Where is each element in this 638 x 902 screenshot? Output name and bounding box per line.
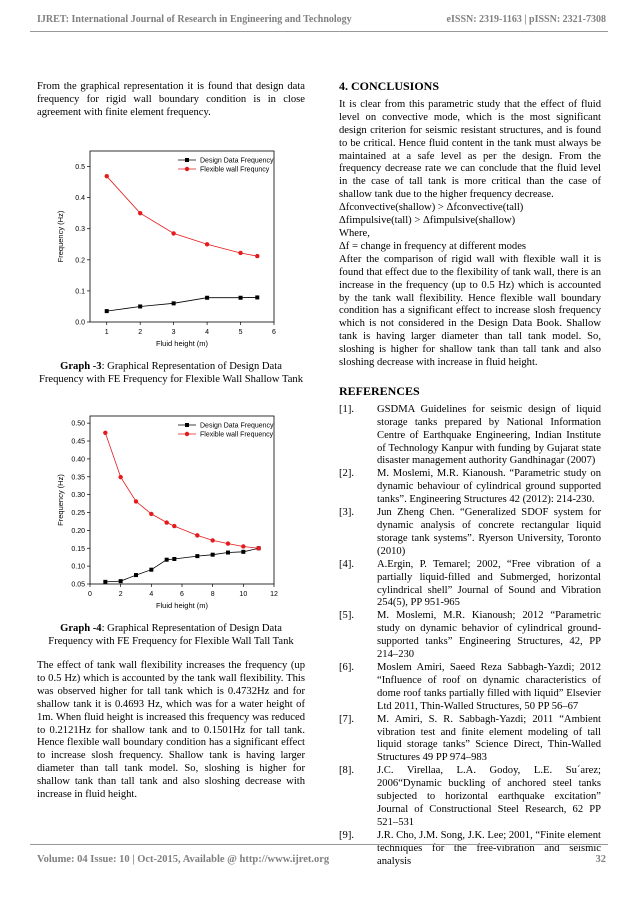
graph-4-caption-text: : Graphical Representation of Design Data Frequency with FE Frequency for Flexible Wall Tall Tank xyxy=(48,623,294,647)
header-rule xyxy=(30,31,608,32)
reference-item xyxy=(339,468,601,507)
reference-number: [7]. xyxy=(339,713,355,725)
x-tick-label: 8 xyxy=(210,591,215,598)
data-point-square xyxy=(119,579,123,583)
y-axis-label: Frequency (Hz) xyxy=(56,474,65,526)
y-tick-label: 0.10 xyxy=(71,563,85,571)
data-point-circle xyxy=(256,546,260,550)
legend-label: Design Data Frequency xyxy=(200,157,274,165)
y-tick-label: 0.35 xyxy=(71,474,85,482)
data-point-square xyxy=(103,580,107,584)
data-point-circle xyxy=(149,512,153,516)
equation-convective: Δfconvective(shallow) > Δfconvective(tall) xyxy=(339,202,524,214)
x-tick-label: 6 xyxy=(180,591,184,598)
reference-text: M. Moslemi, M.R. Kianoush. “Parametric study on dynamic behaviour of cylindrical ground supported tanks”. Engineering Structures 42 (2012): 214-230. xyxy=(377,468,601,506)
body-paragraph: The effect of tank wall flexibility increases the frequency (up to 0.5 Hz) which is accounted by the tank wall flexibility. This was observed higher for tall tank which is 0.4732Hz and for shallow tank it is 0.4693 Hz, which was for a water height of 1m. When fluid height is increased this frequency was reduced to 0.2121Hz for shallow tank and to 0.1501Hz for tall tank. Hence flexible wall boundary condition has a significant effect to increase slosh frequency. Shallow tank is having larger diameter than tall tank model. So, sloshing is higher for shallow tank than tall tank and also sloshing decrease with increase in fluid height. xyxy=(37,660,305,801)
data-point-square xyxy=(134,573,138,577)
graph-4-caption-label: Graph -4 xyxy=(60,623,102,634)
x-axis-label: Fluid height (m) xyxy=(155,339,209,348)
data-point-square xyxy=(195,554,199,558)
data-point-circle xyxy=(238,251,242,255)
data-point-square xyxy=(211,553,215,557)
reference-item xyxy=(339,507,601,559)
data-point-circle xyxy=(134,499,138,503)
legend-label: Flexible wall Frequency xyxy=(200,431,274,439)
x-tick-label: 0 xyxy=(88,591,92,598)
footer-volume: Volume: 04 Issue: 10 | Oct-2015, Available @ http://www.ijret.org xyxy=(37,854,330,865)
equation-definition: Δf = change in frequency at different modes xyxy=(339,240,527,252)
data-point-circle xyxy=(241,544,245,548)
data-point-circle xyxy=(118,475,122,479)
legend-marker xyxy=(185,167,189,171)
reference-number: [6]. xyxy=(339,661,355,673)
graph-3-caption-text: : Graphical Representation of Design Data Frequency with FE Frequency for Flexible Wall Shallow Tank xyxy=(39,361,303,385)
legend-marker xyxy=(185,158,189,162)
journal-title: IJRET: International Journal of Research in Engineering and Technology xyxy=(37,14,352,25)
y-tick-label: 0.40 xyxy=(71,456,85,464)
data-point-circle xyxy=(195,533,199,537)
reference-number: [9]. xyxy=(339,829,355,841)
series-line xyxy=(105,548,258,582)
x-tick-label: 2 xyxy=(138,329,143,336)
graph-4-chart xyxy=(52,410,284,615)
reference-item xyxy=(339,765,601,830)
x-tick-label: 4 xyxy=(149,591,154,598)
left-column xyxy=(37,81,305,120)
x-tick-label: 12 xyxy=(270,591,278,598)
x-tick-label: 4 xyxy=(205,329,210,336)
y-tick-label: 0.4 xyxy=(75,195,85,203)
y-tick-label: 0.30 xyxy=(71,492,85,500)
data-point-square xyxy=(255,295,259,299)
reference-number: [2]. xyxy=(339,468,355,480)
legend-label: Flexible wall Frequncy xyxy=(200,166,270,174)
reference-text: GSDMA Guidelines for seismic design of liquid storage tanks prepared by National Information Centre of Earthquake Engineering, Indian Institute of Technology Kanpur with funding by Gujarat state disaster management authority Gandhinagar (2007) xyxy=(377,403,601,467)
data-point-square xyxy=(165,558,169,562)
data-point-circle xyxy=(103,431,107,435)
series-line xyxy=(107,297,258,311)
legend-label: Design Data Frequency xyxy=(200,422,274,430)
data-point-square xyxy=(172,301,176,305)
reference-text: M. Moslemi, M.R. Kianoush; 2012 “Parametric study on dynamic behavior of cylindrical ground-supported tanks” Engineering Structures, 42, PP 214–230 xyxy=(377,610,601,661)
y-tick-label: 0.3 xyxy=(75,226,85,234)
plot-frame xyxy=(90,416,274,584)
equation-impulsive: Δfimpulsive(tall) > Δfimpulsive(shallow) xyxy=(339,215,516,227)
x-tick-label: 3 xyxy=(171,329,176,336)
data-point-circle xyxy=(205,242,209,246)
right-column xyxy=(339,80,601,868)
x-tick-label: 2 xyxy=(118,591,123,598)
y-axis-label: Frequency (Hz) xyxy=(56,210,65,263)
reference-text: J.R. Cho, J.M. Song, J.K. Lee; 2001, “Finite element techniques for the free-vibration and seismic analysis xyxy=(377,829,601,867)
reference-item xyxy=(339,559,601,611)
reference-number: [5]. xyxy=(339,610,355,622)
y-tick-label: 0.20 xyxy=(71,527,85,535)
reference-text: J.C. Virellaa, L.A. Godoy, L.E. Su´arez; 2006“Dynamic buckling of anchored steel tanks subjected to horizontal earthquake excitation” Journal of Constructional Steel Research, 62 PP 521–531 xyxy=(377,765,601,828)
y-tick-label: 0.05 xyxy=(71,581,85,589)
graph-4-caption xyxy=(37,623,305,649)
data-point-circle xyxy=(105,174,109,178)
data-point-square xyxy=(172,557,176,561)
legend-marker xyxy=(185,423,189,427)
data-point-square xyxy=(226,551,230,555)
y-tick-label: 0.0 xyxy=(75,319,85,327)
data-point-circle xyxy=(171,231,175,235)
conclusions-paragraph-1: It is clear from this parametric study that the effect of fluid level on convective mode, which is the most significant design criterion for seismic resistant structures, and is found to be critical. Hence fluid content in the tank must always be maintained at a safe level as per the design. From the frequency decrease rate we can conclude that the fluid level in the case of tall tank is more critical than the case of shallow tank due to the higher frequency decrease. xyxy=(339,98,601,201)
conclusions-heading: 4. CONCLUSIONS xyxy=(339,79,440,93)
x-axis-label: Fluid height (m) xyxy=(155,601,209,610)
y-tick-label: 0.1 xyxy=(75,288,85,296)
graph-3-chart xyxy=(52,146,284,358)
y-tick-label: 0.50 xyxy=(71,420,85,428)
y-tick-label: 0.2 xyxy=(75,257,85,265)
data-point-square xyxy=(205,296,209,300)
data-point-square xyxy=(241,550,245,554)
series-line xyxy=(105,433,258,549)
reference-number: [4]. xyxy=(339,558,355,570)
reference-text: Jun Zheng Chen. “Generalized SDOF system for dynamic analysis of concrete rectangular liquid storage tank systems”. Ryerson University, Toronto (2010) xyxy=(377,507,601,557)
reference-item xyxy=(339,830,601,869)
y-tick-label: 0.45 xyxy=(71,438,85,446)
data-point-circle xyxy=(226,541,230,545)
where-label: Where, xyxy=(339,227,370,239)
reference-number: [1]. xyxy=(339,403,355,415)
reference-item xyxy=(339,662,601,714)
data-point-circle xyxy=(255,254,259,258)
issn: eISSN: 2319-1163 | pISSN: 2321-7308 xyxy=(446,14,606,25)
left-body xyxy=(37,660,305,802)
references-list xyxy=(339,404,601,869)
page-number: 32 xyxy=(595,854,606,865)
data-point-circle xyxy=(164,520,168,524)
footer-rule xyxy=(30,844,608,845)
data-point-square xyxy=(239,296,243,300)
intro-paragraph: From the graphical representation it is found that design data frequency for rigid wall boundary condition is in close agreement with finite element frequency. xyxy=(37,81,305,118)
reference-number: [3]. xyxy=(339,507,355,519)
y-tick-label: 0.15 xyxy=(71,545,85,553)
data-point-circle xyxy=(138,211,142,215)
y-tick-label: 0.5 xyxy=(75,164,85,172)
conclusions-paragraph-2: After the comparison of rigid wall with flexible wall it is found that effect due to the flexibility of tank wall, there is an increase in the frequency (up to 0.5 Hz) which is accounted by the tank wall flexibility. Hence flexible wall boundary condition has a significant effect to increase slosh frequency which is not considered in the Design Data Book. Shallow tank is having larger diameter than tall tank model. So, sloshing is higher for shallow tank than tall tank and also sloshing decrease with increase in fluid height. xyxy=(339,253,601,369)
references-heading: REFERENCES xyxy=(339,383,420,398)
legend-marker xyxy=(185,432,189,436)
x-tick-label: 1 xyxy=(104,329,109,336)
data-point-circle xyxy=(210,538,214,542)
reference-text: Moslem Amiri, Saeed Reza Sabbagh-Yazdi; 2012 “Influence of roof on dynamic characteristics of dome roof tanks partially filled with liquid” Elsevier Ltd 2011, Thin-Walled Structures, 50 PP 56–67 xyxy=(377,661,601,712)
data-point-square xyxy=(105,309,109,313)
x-tick-label: 10 xyxy=(239,591,248,598)
reference-text: A.Ergin, P. Temarel; 2002, “Free vibration of a partially liquid-filled and Submerged, horizontal cylindrical shell” Journal of Sound and Vibration 254(5), PP 951-965 xyxy=(377,558,601,609)
reference-item xyxy=(339,714,601,766)
data-point-square xyxy=(149,568,153,572)
graph-3-caption xyxy=(37,361,305,387)
reference-number: [8]. xyxy=(339,765,355,777)
x-tick-label: 5 xyxy=(238,329,243,336)
data-point-circle xyxy=(172,524,176,528)
x-tick-label: 6 xyxy=(272,329,276,336)
y-tick-label: 0.25 xyxy=(71,510,85,518)
data-point-square xyxy=(138,304,142,308)
reference-item xyxy=(339,610,601,662)
graph-3-caption-label: Graph -3 xyxy=(60,361,102,372)
series-line xyxy=(107,176,258,256)
reference-text: M. Amiri, S. R. Sabbagh-Yazdi; 2011 “Ambient vibration test and finite element modeling of tall liquid storage tanks” Science Direct, Thin-Walled Structures 49 PP 974–983 xyxy=(377,713,601,764)
reference-item xyxy=(339,404,601,469)
